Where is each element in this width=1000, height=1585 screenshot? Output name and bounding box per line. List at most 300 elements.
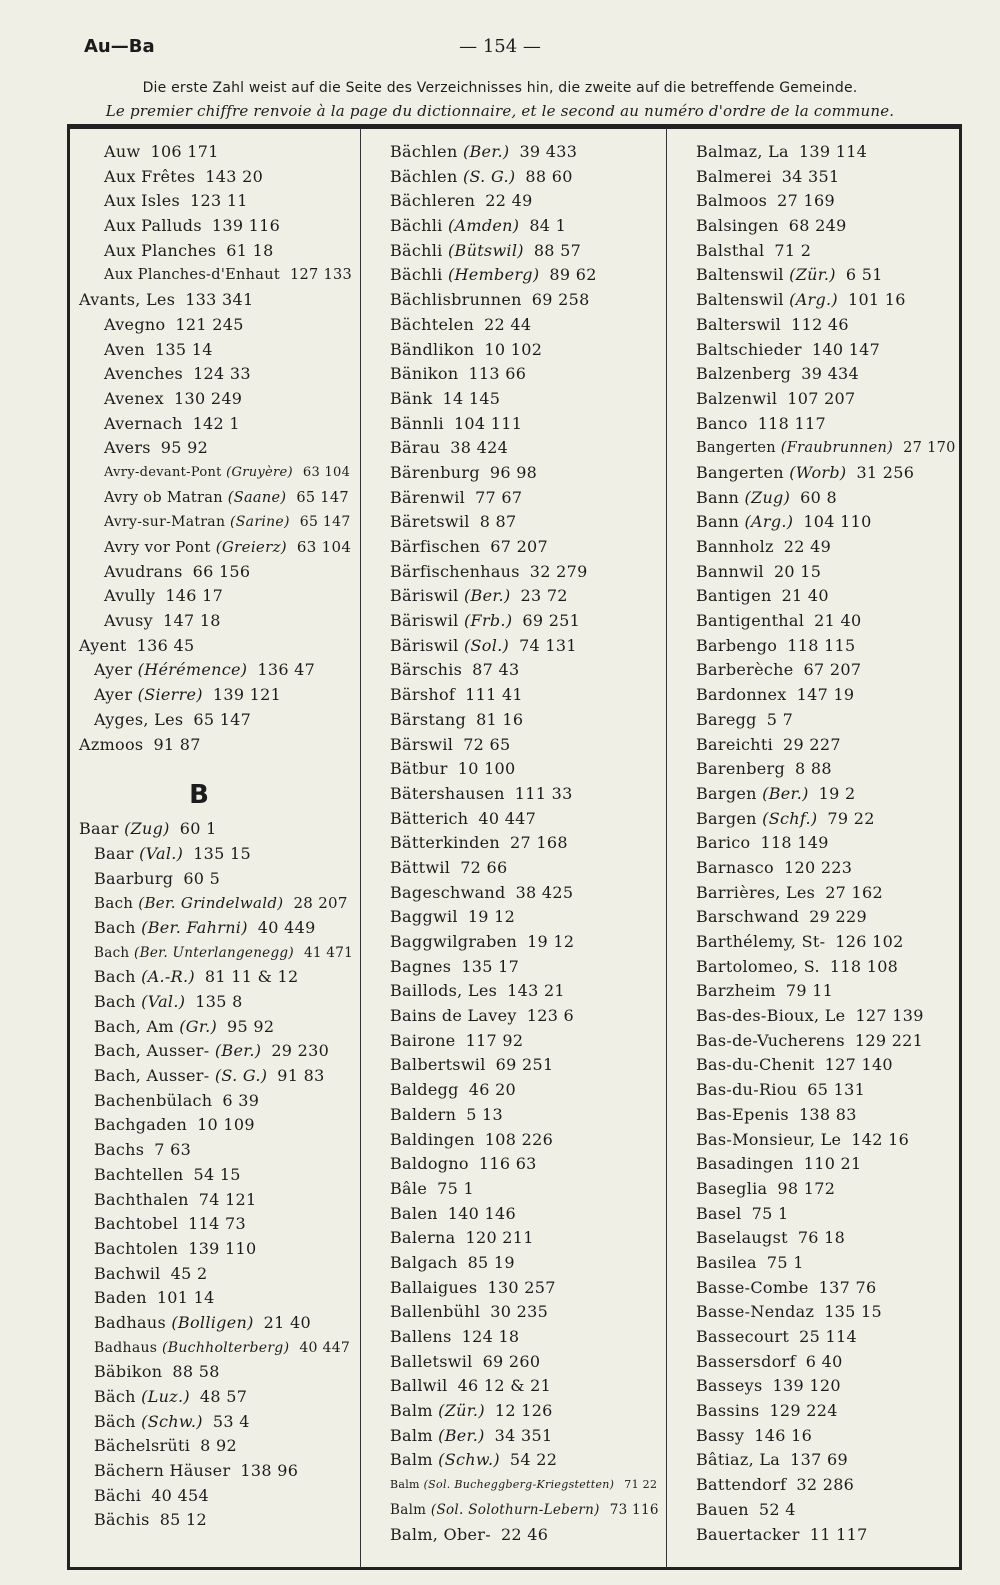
index-entry [690,1152,958,1177]
index-entry [74,1286,354,1311]
entry-name: Baden [94,1288,147,1308]
index-entry [384,979,659,1004]
entry-name: Balletswil [390,1351,473,1371]
index-entry [690,1128,958,1153]
entry-numbers: 46 20 [468,1080,517,1100]
entry-name: Bäbikon [94,1362,163,1382]
index-entry [74,510,354,535]
entry-name: Ballwil [390,1376,448,1396]
index-entry [690,189,958,214]
entry-numbers: 74 131 [519,635,577,655]
entry-name: Bärenburg [390,462,480,482]
index-entry [384,1029,659,1054]
entry-numbers: 135 17 [461,956,520,976]
entry-numbers: 111 33 [514,783,573,803]
entry-name: Baar [94,843,134,863]
index-entry [384,338,659,363]
index-entry [74,609,354,634]
index-entry [74,990,354,1015]
entry-numbers: 113 66 [468,364,527,384]
entry-numbers: 67 207 [490,537,549,556]
index-entry [74,461,354,486]
entry-numbers: 143 21 [507,981,565,1001]
index-entry [74,1262,354,1287]
entry-name: Bannwil [696,561,764,581]
entry-numbers: 81 11 & 12 [204,967,299,987]
entry-name: Avry ob Matran [104,489,223,506]
entry-numbers: 91 87 [153,734,201,754]
index-column-3 [690,140,958,1565]
entry-numbers: 146 16 [754,1425,813,1445]
entry-name: Bännli [390,413,444,433]
entry-numbers: 19 12 [527,932,575,951]
entry-name: Bauertacker [696,1524,800,1544]
entry-numbers: 124 18 [461,1327,520,1346]
entry-numbers: 124 33 [193,364,251,384]
entry-qualifier: (S. G.) [457,166,516,186]
index-entry [384,1128,659,1153]
entry-name: Balerna [390,1228,456,1248]
entry-numbers: 118 149 [760,833,829,853]
index-entry [384,930,659,955]
entry-numbers: 106 171 [150,142,219,161]
entry-numbers: 46 12 & 21 [457,1376,552,1396]
index-entry [690,658,958,683]
entry-numbers: 75 1 [751,1203,789,1223]
index-entry [74,1064,354,1089]
entry-name: Bachgaden [94,1115,188,1135]
entry-qualifier: (Sol.) [458,635,510,655]
entry-name: Banco [696,413,748,433]
entry-qualifier: (Fraubrunnen) [775,440,894,457]
entry-name: Bas-Monsieur, Le [696,1129,842,1149]
index-entry [690,288,958,313]
index-entry [690,1078,958,1103]
index-entry [384,634,659,659]
index-entry [74,535,354,560]
entry-numbers: 22 49 [783,537,832,556]
index-entry [690,955,958,980]
entry-numbers: 108 226 [484,1129,554,1149]
index-entry [384,1152,659,1177]
index-entry [384,856,659,881]
index-entry [384,510,659,535]
entry-numbers: 79 22 [827,808,875,828]
entry-numbers: 22 46 [500,1524,549,1544]
entry-name: Baldern [390,1104,457,1124]
entry-numbers: 65 147 [299,514,351,531]
index-entry [74,1508,354,1533]
entry-qualifier: (Val.) [133,843,184,863]
entry-name: Bareichti [696,734,774,754]
entry-name: Ayges, Les [94,709,184,729]
entry-qualifier: (Buchholterberg) [157,1339,290,1356]
entry-numbers: 67 207 [803,660,862,680]
entry-name: Baggwilgraben [390,932,518,951]
entry-name: Avers [104,438,151,458]
entry-qualifier: (Luz.) [135,1387,190,1406]
entry-numbers: 27 170 [903,440,956,457]
entry-numbers: 19 12 [467,907,516,927]
index-entry [74,708,354,733]
entry-numbers: 45 2 [170,1263,208,1283]
entry-numbers: 139 120 [772,1376,841,1396]
entry-name: Bargen [696,808,757,828]
entry-numbers: 69 258 [531,290,590,310]
index-column-2 [384,140,659,1565]
index-entry [384,1053,659,1078]
index-entry [690,1350,958,1375]
entry-name: Balm, Ober- [390,1524,491,1544]
index-entry [384,905,659,930]
entry-numbers: 140 147 [811,339,881,359]
index-entry [74,634,354,659]
entry-name: Barberèche [696,660,794,680]
page-header [0,36,1000,62]
index-entry [384,881,659,906]
entry-name: Balsthal [696,240,765,260]
column-divider [360,128,361,1568]
index-entry [384,1325,659,1350]
entries [690,140,958,1547]
entry-numbers: 21 40 [263,1312,311,1332]
index-entry [690,733,958,758]
entry-name: Ballaigues [390,1277,478,1297]
index-entry [690,1473,958,1498]
index-entry [74,362,354,387]
index-entry [690,412,958,437]
entry-numbers: 63 104 [302,464,351,480]
entry-name: Battendorf [696,1475,787,1495]
index-entry [690,1276,958,1301]
entry-name: Bachtellen [94,1164,184,1184]
entry-name: Bas-de-Vucherens [696,1030,845,1050]
entry-qualifier: (Bütswil) [442,240,524,260]
entry-name: Balen [390,1203,438,1223]
entry-qualifier: (Schf.) [756,808,818,828]
index-entry [690,313,958,338]
entry-name: Badhaus [94,1312,166,1332]
index-entry [74,891,354,916]
entry-numbers: 89 62 [549,265,597,285]
entry-numbers: 22 44 [484,314,532,334]
index-entry [690,1053,958,1078]
entry-name: Bargen [696,783,757,803]
entry-numbers: 139 121 [212,685,282,705]
entry-numbers: 123 6 [526,1006,575,1026]
entry-name: Avully [104,586,156,606]
index-entry [690,1300,958,1325]
index-entry [690,807,958,832]
index-entry [74,263,354,288]
entry-qualifier: (Sierre) [132,685,203,705]
entry-name: Barrières, Les [696,882,816,902]
entry-name: Barzheim [696,981,776,1001]
entry-numbers: 8 87 [479,512,517,532]
entry-name: Bachs [94,1140,145,1160]
entry-name: Bärschis [390,660,463,680]
index-entry [74,1237,354,1262]
entry-name: Bairone [390,1030,456,1050]
entry-name: Balbertswil [390,1055,486,1075]
entry-numbers: 136 47 [257,660,316,680]
entry-name: Basse-Nendaz [696,1302,815,1322]
index-entry [74,1039,354,1064]
entry-numbers: 54 22 [509,1450,558,1470]
entry-name: Bach, Ausser- [94,1041,210,1061]
entry-qualifier: (Worb) [783,462,847,482]
entry-qualifier: (Zür.) [783,265,836,285]
entry-qualifier: (Schw.) [135,1411,203,1431]
index-entry [74,1015,354,1040]
entry-name: Baar [79,819,119,839]
index-entry [384,1523,659,1548]
index-entry [690,1325,958,1350]
entry-numbers: 48 57 [199,1387,248,1406]
index-entry [384,387,659,412]
entry-numbers: 110 21 [803,1154,862,1174]
index-entry [690,1523,958,1548]
entry-qualifier: (Ber.) [457,142,510,161]
entry-numbers: 140 146 [447,1203,516,1223]
entry-numbers: 29 230 [271,1041,330,1061]
entry-name: Balm [390,1401,433,1421]
entry-numbers: 87 43 [472,660,520,680]
index-entry [74,214,354,239]
entry-numbers: 137 76 [818,1277,877,1297]
entry-qualifier: (Gr.) [173,1016,218,1036]
entry-name: Bardonnex [696,685,787,705]
index-entry [74,867,354,892]
entry-qualifier: (Zug) [739,487,791,507]
entry-numbers: 38 425 [515,882,574,902]
index-entry [690,584,958,609]
index-entry [690,930,958,955]
entry-name: Bantigenthal [696,611,805,631]
intro-french: Le premier chiffre renvoie à la page du dictionnaire, et le second au numéro d'ordre de la commune. [105,102,895,120]
entry-name: Bächis [94,1510,150,1530]
index-entry [74,965,354,990]
entry-numbers: 72 65 [463,734,511,754]
entry-numbers: 135 8 [195,992,243,1011]
index-entry [690,461,958,486]
entry-qualifier: (S. G.) [209,1066,268,1086]
entry-name: Balmerei [696,166,772,186]
entry-numbers: 21 40 [781,586,829,606]
entry-name: Bäriswil [390,635,459,655]
index-entry [74,486,354,511]
entry-name: Balm [390,1478,420,1492]
entry-numbers: 88 60 [525,166,573,186]
entry-name: Bas-du-Riou [696,1080,798,1100]
entry-name: Bänikon [390,364,459,384]
entry-numbers: 147 18 [163,611,221,631]
index-entry [690,782,958,807]
entry-name: Bartolomeo, S. [696,956,820,976]
index-entry [384,560,659,585]
index-entry [690,165,958,190]
index-entry [384,1374,659,1399]
entry-name: Bächlen [390,142,458,161]
entry-name: Bächleren [390,191,476,211]
entry-numbers: 28 207 [293,894,348,913]
entry-name: Bätterich [390,808,469,828]
index-entry [384,807,659,832]
entry-name: Bächli [390,216,443,236]
index-entry [74,842,354,867]
entry-name: Baltenswil [696,265,784,285]
entry-name: Balm [390,1501,427,1518]
entry-name: Baregg [696,709,757,729]
entry-name: Balsingen [696,216,779,236]
entry-name: Baseglia [696,1178,768,1198]
entry-qualifier: (Greierz) [210,538,287,556]
index-entry [74,817,354,842]
entry-name: Bärshof [390,685,456,705]
entry-name: Balgach [390,1252,458,1272]
index-entry [74,1089,354,1114]
entry-name: Ayer [94,660,133,680]
entry-name: Bätershausen [390,783,505,803]
index-entry [690,881,958,906]
entry-qualifier: (Ber.) [209,1041,262,1061]
index-entry [690,1399,958,1424]
index-entry [384,362,659,387]
entry-numbers: 88 57 [533,240,582,260]
entry-numbers: 121 245 [175,314,244,334]
entry-numbers: 40 447 [478,808,537,828]
index-entry [74,941,354,966]
entry-numbers: 72 66 [460,857,508,877]
index-entry [74,916,354,941]
index-entry [74,140,354,165]
index-entry [690,1004,958,1029]
entry-numbers: 79 11 [785,981,834,1001]
index-entry [384,486,659,511]
entry-name: Bachwil [94,1263,161,1283]
index-entry [74,436,354,461]
entry-name: Balm [390,1450,433,1470]
entry-name: Balzenwil [696,388,778,408]
entry-name: Bäriswil [390,586,459,606]
index-entry [384,658,659,683]
entry-name: Bächelsrüti [94,1436,191,1456]
index-entry [384,189,659,214]
entry-numbers: 65 147 [296,489,349,506]
entry-numbers: 54 15 [193,1164,241,1184]
index-entry [690,757,958,782]
index-entry [384,1226,659,1251]
entry-numbers: 107 207 [787,388,856,408]
index-entry [384,1498,659,1523]
index-entry [690,362,958,387]
index-entry [74,1385,354,1410]
entry-name: Bäretswil [390,512,470,532]
entry-numbers: 65 147 [193,709,252,729]
entry-name: Bangerten [696,440,776,457]
entry-name: Bächli [390,240,443,260]
entry-numbers: 71 2 [774,240,812,260]
entry-name: Avenex [104,388,165,408]
entry-name: Ayent [79,635,127,655]
index-entry [74,387,354,412]
index-entry [74,584,354,609]
entry-qualifier: (Bolligen) [166,1312,254,1332]
entry-numbers: 120 211 [465,1228,534,1248]
entry-name: Basilea [696,1252,757,1272]
entry-qualifier: (Hemberg) [442,265,540,285]
entry-numbers: 138 83 [798,1104,857,1124]
entry-name: Avernach [104,413,183,433]
index-entry [690,1498,958,1523]
entry-name: Aux Palluds [104,216,202,236]
entry-name: Bach, Ausser- [94,1066,210,1086]
entry-name: Bächlen [390,166,458,186]
entry-numbers: 91 83 [277,1066,325,1086]
entry-numbers: 65 131 [807,1080,866,1100]
index-entry [690,510,958,535]
index-entry [74,683,354,708]
entry-name: Aven [104,339,145,359]
index-entry [74,1113,354,1138]
entry-name: Bangerten [696,462,784,482]
entry-name: Baltschieder [696,339,802,359]
entry-name: Ballenbühl [390,1302,481,1322]
entry-numbers: 96 98 [489,462,538,482]
entry-name: Bächi [94,1485,142,1505]
entry-name: Bâle [390,1178,428,1198]
entry-numbers: 118 115 [787,635,856,655]
entry-name: Azmoos [79,734,144,754]
entry-name: Bachtolen [94,1238,179,1258]
entry-name: Bäch [94,1387,136,1406]
entry-name: Avenches [104,364,184,384]
entry-qualifier: (Arg.) [739,512,794,532]
index-entry [74,560,354,585]
entry-numbers: 10 109 [197,1115,255,1135]
entry-numbers: 27 162 [825,882,883,902]
entry-name: Bärfischenhaus [390,561,520,581]
entry-numbers: 60 1 [179,819,217,839]
entry-numbers: 116 63 [478,1154,537,1174]
entry-qualifier: (Amden) [442,216,520,236]
entry-numbers: 75 1 [437,1178,474,1198]
index-entry [74,1138,354,1163]
index-entry [384,757,659,782]
entry-name: Barico [696,833,751,853]
entry-name: Bauen [696,1499,749,1519]
entry-numbers: 27 169 [777,191,835,211]
entry-numbers: 139 114 [798,142,868,161]
entry-name: Balmoos [696,191,768,211]
entry-name: Bärswil [390,734,454,754]
entry-numbers: 10 102 [484,339,543,359]
entry-numbers: 8 88 [795,759,832,779]
entry-numbers: 135 15 [824,1302,882,1322]
index-entry [74,1484,354,1509]
entry-name: Bändlikon [390,339,475,359]
index-entry [74,412,354,437]
entry-numbers: 133 341 [185,290,254,310]
entry-name: Bachtobel [94,1214,179,1234]
entry-numbers: 5 7 [766,709,794,729]
entry-name: Bach [94,944,130,961]
index-entry [690,338,958,363]
entry-numbers: 138 96 [240,1461,299,1481]
entry-qualifier: (Zür.) [432,1401,485,1421]
entry-numbers: 118 117 [757,413,826,433]
index-entry [384,461,659,486]
